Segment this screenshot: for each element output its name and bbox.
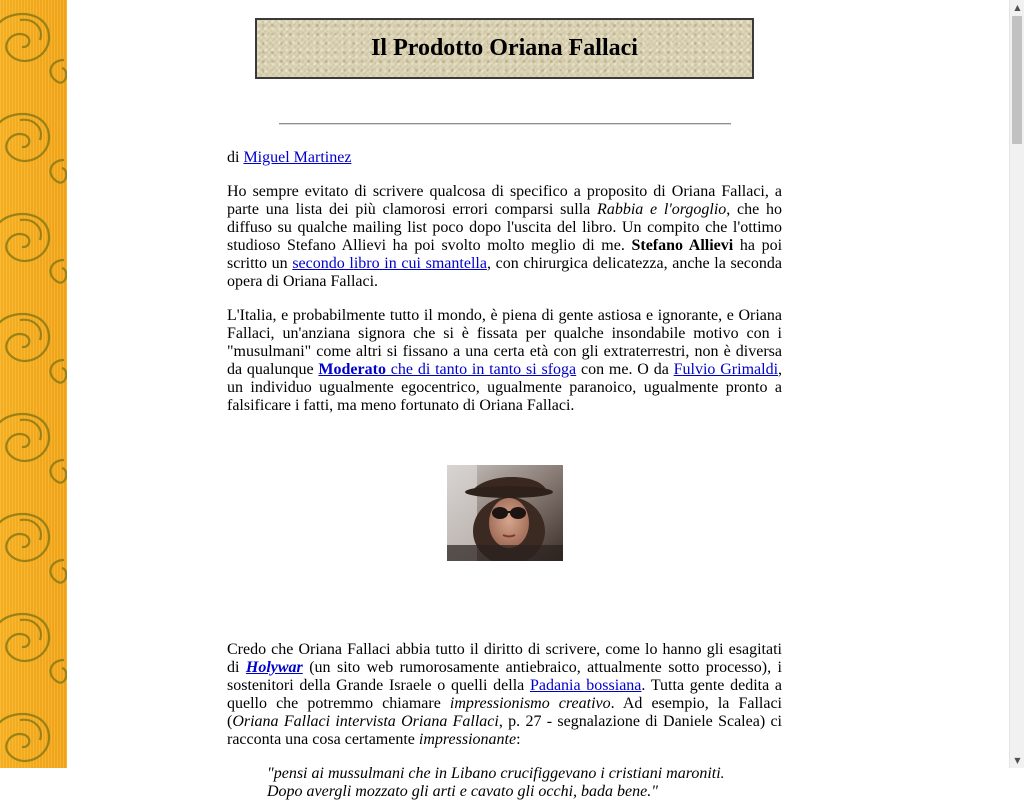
em-intervista: Oriana Fallaci intervista Oriana Fallaci xyxy=(232,713,499,730)
quotation xyxy=(267,765,782,801)
byline xyxy=(227,149,782,167)
byline-prefix: di xyxy=(227,149,240,166)
paragraph-2 xyxy=(227,307,782,415)
p3-text-3: . Tutta gente dedita a quello che potremmo chiamare xyxy=(227,677,783,712)
p3-text-6: : xyxy=(516,731,521,748)
p2-text-2: con me. O da xyxy=(576,361,674,378)
em-impressionismo: impressionismo creativo xyxy=(449,695,611,712)
paragraph-3 xyxy=(227,641,782,749)
p2-text-3: , un individuo ugualmente egocentrico, ugualmente paranoico, ugualmente pronto a falsificare i fatti, ma meno fortunato di Oriana Fallaci. xyxy=(227,361,783,414)
vertical-scrollbar[interactable] xyxy=(1009,0,1024,768)
scroll-down-arrow-icon[interactable]: ▼ xyxy=(1014,756,1021,765)
p1-text-2: , che ho diffuso su qualche mailing list poco dopo l'uscita del libro. Un compito che l'ottimo studioso Stefano Allievi ha poi svolto molto meglio di me. xyxy=(227,201,782,254)
photo-container xyxy=(227,431,782,641)
em-impressionante: impressionante xyxy=(418,731,517,748)
p1-text-4: , con chirurgica delicatezza, anche la seconda opera di Oriana Fallaci. xyxy=(227,255,783,290)
scrollbar-thumb[interactable] xyxy=(1012,16,1022,144)
moderato-bold: Moderato xyxy=(318,361,386,378)
second-book-link[interactable]: secondo libro in cui smantella xyxy=(292,255,487,272)
p3-text-1: Credo che Oriana Fallaci abbia tutto il diritto di scrivere, come lo hanno gli esagitati di xyxy=(227,641,782,676)
scroll-up-arrow-icon[interactable]: ▲ xyxy=(1014,3,1021,12)
p3-text-5: , p. 27 - segnalazione di Daniele Scalea) ci racconta una cosa certamente xyxy=(227,713,783,748)
p3-text-2: (un sito web rumorosamente antiebraico, attualmente sotto processo), i sostenitori della Grande Israele o quelli della xyxy=(227,659,782,694)
quote-line-2: Dopo avergli mozzato gli arti e cavato gli occhi, bada bene." xyxy=(267,783,658,800)
grimaldi-link[interactable]: Fulvio Grimaldi xyxy=(673,361,779,378)
moderato-rest: che di tanto in tanto si sfoga xyxy=(385,361,577,378)
title-banner xyxy=(255,18,754,79)
quote-line-1: "pensi ai mussulmani che in Libano crucifiggevano i cristiani maroniti. xyxy=(267,765,725,782)
p1-text-3: ha poi scritto un xyxy=(227,237,783,272)
padania-link[interactable]: Padania bossiana xyxy=(529,677,642,694)
author-link[interactable]: Miguel Martinez xyxy=(243,149,352,166)
page-title: Il Prodotto Oriana Fallaci xyxy=(371,35,638,61)
holywar-label: Holywar xyxy=(245,659,303,676)
oriana-fallaci-photo xyxy=(447,465,563,561)
article-body xyxy=(227,149,782,801)
portrait-image xyxy=(447,465,563,561)
swirl-pattern-icon xyxy=(0,0,67,768)
p1-text-1: Ho sempre evitato di scrivere qualcosa di specifico a proposito di Oriana Fallaci, a parte una lista dei più clamorosi errori comparsi sulla xyxy=(227,183,782,218)
p2-text-1: L'Italia, e probabilmente tutto il mondo, è piena di gente astiosa e ignorante, e Oriana Fallaci, un'anziana signora che si è fissata per qualche insondabile motivo con i "musulmani" come altri si fissano a una certa età con gli extraterrestri, non è diversa da qualunque xyxy=(227,307,782,378)
allievi-name: Stefano Allievi xyxy=(631,237,734,254)
decorative-sidebar xyxy=(0,0,67,768)
moderato-link[interactable] xyxy=(318,361,576,378)
book-title: Rabbia e l'orgoglio xyxy=(597,201,727,218)
holywar-link[interactable] xyxy=(246,659,303,676)
p3-text-4: . Ad esempio, la Fallaci ( xyxy=(227,695,783,730)
divider xyxy=(279,123,731,125)
paragraph-1 xyxy=(227,183,782,291)
